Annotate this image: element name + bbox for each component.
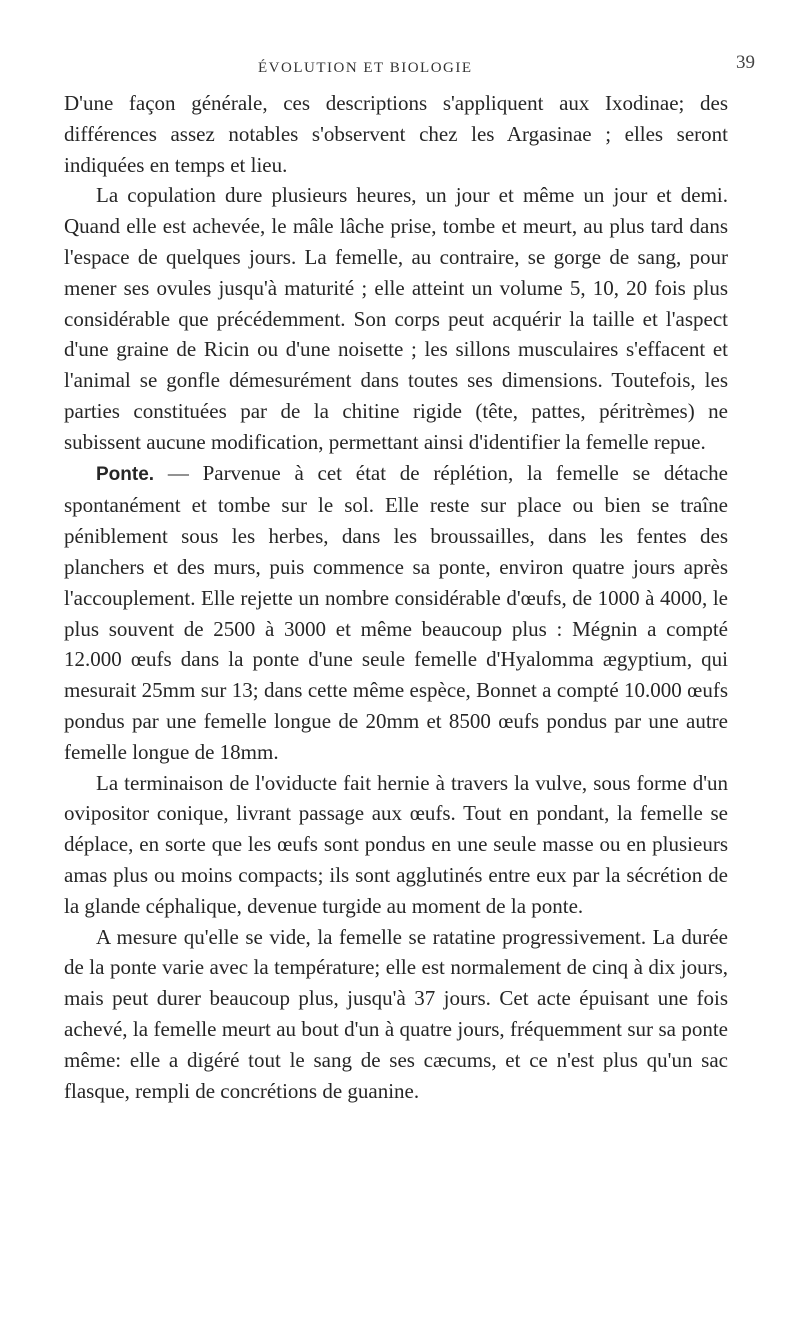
body-text (64, 88, 728, 1106)
paragraph-ponte (64, 458, 728, 768)
paragraph-ponte-text: — Parvenue à cet état de réplétion, la femelle se détache spontanément et tombe sur le sol. Elle reste sur place ou bien se traîne péniblement sous les herbes, dans les broussailles, dans les fentes des planchers et des murs, puis commence sa ponte, environ quatre jours après l'accouplement. Elle rejette un nombre considérable d'œufs, de 1000 à 4000, le plus souvent de 2500 à 3000 et même beaucoup plus : Mégnin a compté 12.000 œufs dans la ponte d'une seule femelle d'Hyalomma ægyptium, qui mesurait 25mm sur 13; dans cette même espèce, Bonnet a compté 10.000 œufs pondus par une femelle longue de 20mm et 8500 œufs pondus par une autre femelle longue de 18mm. (64, 460, 728, 764)
section-heading-ponte: Ponte. (96, 463, 155, 485)
running-title: ÉVOLUTION ET BIOLOGIE (258, 60, 473, 76)
paragraph-oviducte: La terminaison de l'oviducte fait hernie à travers la vulve, sous forme d'un ovipositor conique, livrant passage aux œufs. Tout en pondant, la femelle se déplace, en sorte que les œufs sont pondus en une seule masse ou en plusieurs amas plus ou moins compacts; ils sont agglutinés entre eux par la sécrétion de la glande céphalique, devenue turgide au moment de la ponte. (64, 770, 728, 918)
page-header (0, 52, 801, 82)
page-number: 39 (736, 52, 755, 73)
paragraph-duree-ponte: A mesure qu'elle se vide, la femelle se ratatine progressivement. La durée de la ponte varie avec la température; elle est normalement de cinq à dix jours, mais peut durer beaucoup plus, jusqu'à 37 jours. Cet acte épuisant une fois achevé, la femelle meurt au bout d'un à quatre jours, fréquemment sur sa ponte même: elle a digéré tout le sang de ses cæcums, et ce n'est plus qu'un sac flasque, rempli de concrétions de guanine. (64, 924, 728, 1103)
paragraph-copulation: La copulation dure plusieurs heures, un jour et même un jour et demi. Quand elle est achevée, le mâle lâche prise, tombe et meurt, au plus tard dans l'espace de quelques jours. La femelle, au contraire, se gorge de sang, pour mener ses ovules jusqu'à maturité ; elle atteint un volume 5, 10, 20 fois plus considérable que précédemment. Son corps peut acquérir la taille et l'aspect d'une graine de Ricin ou d'une noisette ; les sillons musculaires s'effacent et l'animal se gonfle démesurément dans toutes ses dimensions. Toutefois, les parties constituées par de la chitine rigide (tête, pattes, péritrèmes) ne subissent aucune modification, permettant ainsi d'identifier la femelle repue. (64, 183, 728, 454)
paragraph-intro: D'une façon générale, ces descriptions s'appliquent aux Ixodinae; des différences assez notables s'observent chez les Argasinae ; elles seront indiquées en temps et lieu. (64, 91, 728, 177)
